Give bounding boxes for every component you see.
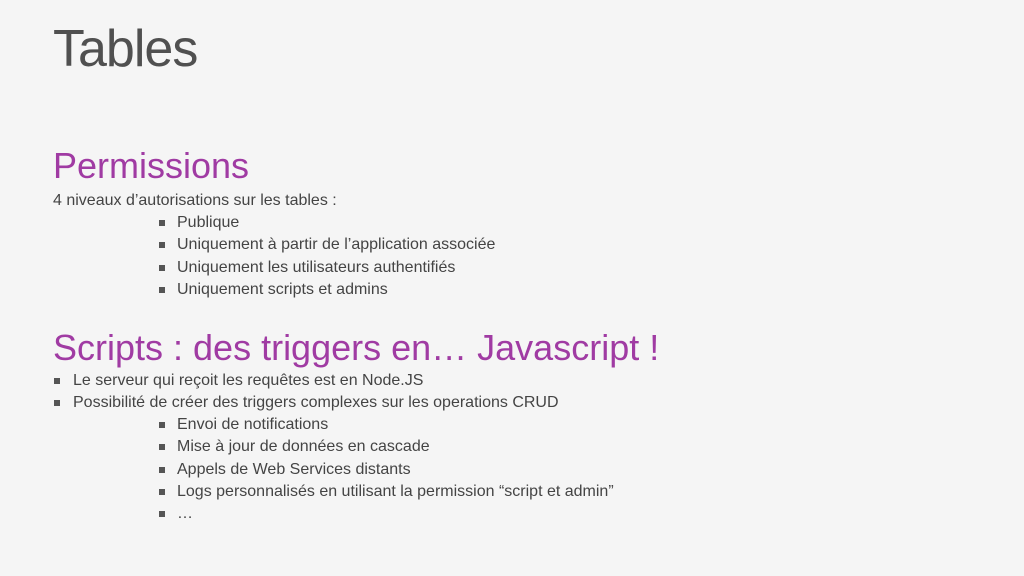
square-bullet-icon bbox=[159, 220, 165, 226]
list-item-text: Mise à jour de données en cascade bbox=[177, 438, 430, 456]
slide-title: Tables bbox=[53, 20, 198, 78]
square-bullet-icon bbox=[159, 422, 165, 428]
list-item bbox=[158, 212, 495, 234]
permissions-intro: 4 niveaux d’autorisations sur les tables : bbox=[53, 192, 337, 209]
square-bullet-icon bbox=[159, 444, 165, 450]
scripts-heading: Scripts : des triggers en… Javascript ! bbox=[53, 327, 660, 368]
list-item bbox=[158, 459, 614, 481]
square-bullet-icon bbox=[54, 400, 60, 406]
list-item-text: … bbox=[177, 505, 193, 523]
list-item-text: Publique bbox=[177, 214, 240, 231]
list-item bbox=[53, 392, 559, 414]
list-item bbox=[158, 234, 495, 256]
square-bullet-icon bbox=[159, 511, 165, 517]
list-item-text: Appels de Web Services distants bbox=[177, 460, 411, 478]
list-item-text: Uniquement scripts et admins bbox=[177, 280, 388, 298]
permissions-heading: Permissions bbox=[53, 145, 250, 186]
list-item bbox=[158, 414, 614, 436]
list-item-text: Envoi de notifications bbox=[177, 416, 329, 433]
square-bullet-icon bbox=[159, 265, 165, 271]
list-item bbox=[158, 436, 614, 458]
list-item-text: Le serveur qui reçoit les requêtes est en Node.JS bbox=[73, 372, 424, 389]
list-item-text: Possibilité de créer des triggers complexes sur les operations CRUD bbox=[73, 394, 559, 412]
square-bullet-icon bbox=[159, 467, 165, 473]
list-item bbox=[158, 279, 495, 301]
square-bullet-icon bbox=[54, 378, 60, 384]
scripts-sublist bbox=[158, 414, 614, 525]
permissions-list bbox=[158, 212, 495, 301]
list-item bbox=[53, 370, 559, 392]
list-item bbox=[158, 481, 614, 503]
square-bullet-icon bbox=[159, 287, 165, 293]
list-item-text: Uniquement à partir de l’application associée bbox=[177, 236, 496, 254]
list-item-text: Uniquement les utilisateurs authentifiés bbox=[177, 258, 456, 276]
square-bullet-icon bbox=[159, 242, 165, 248]
scripts-list bbox=[53, 370, 559, 415]
list-item bbox=[158, 257, 495, 279]
list-item bbox=[158, 503, 614, 525]
square-bullet-icon bbox=[159, 489, 165, 495]
list-item-text: Logs personnalisés en utilisant la permission “script et admin” bbox=[177, 482, 614, 500]
